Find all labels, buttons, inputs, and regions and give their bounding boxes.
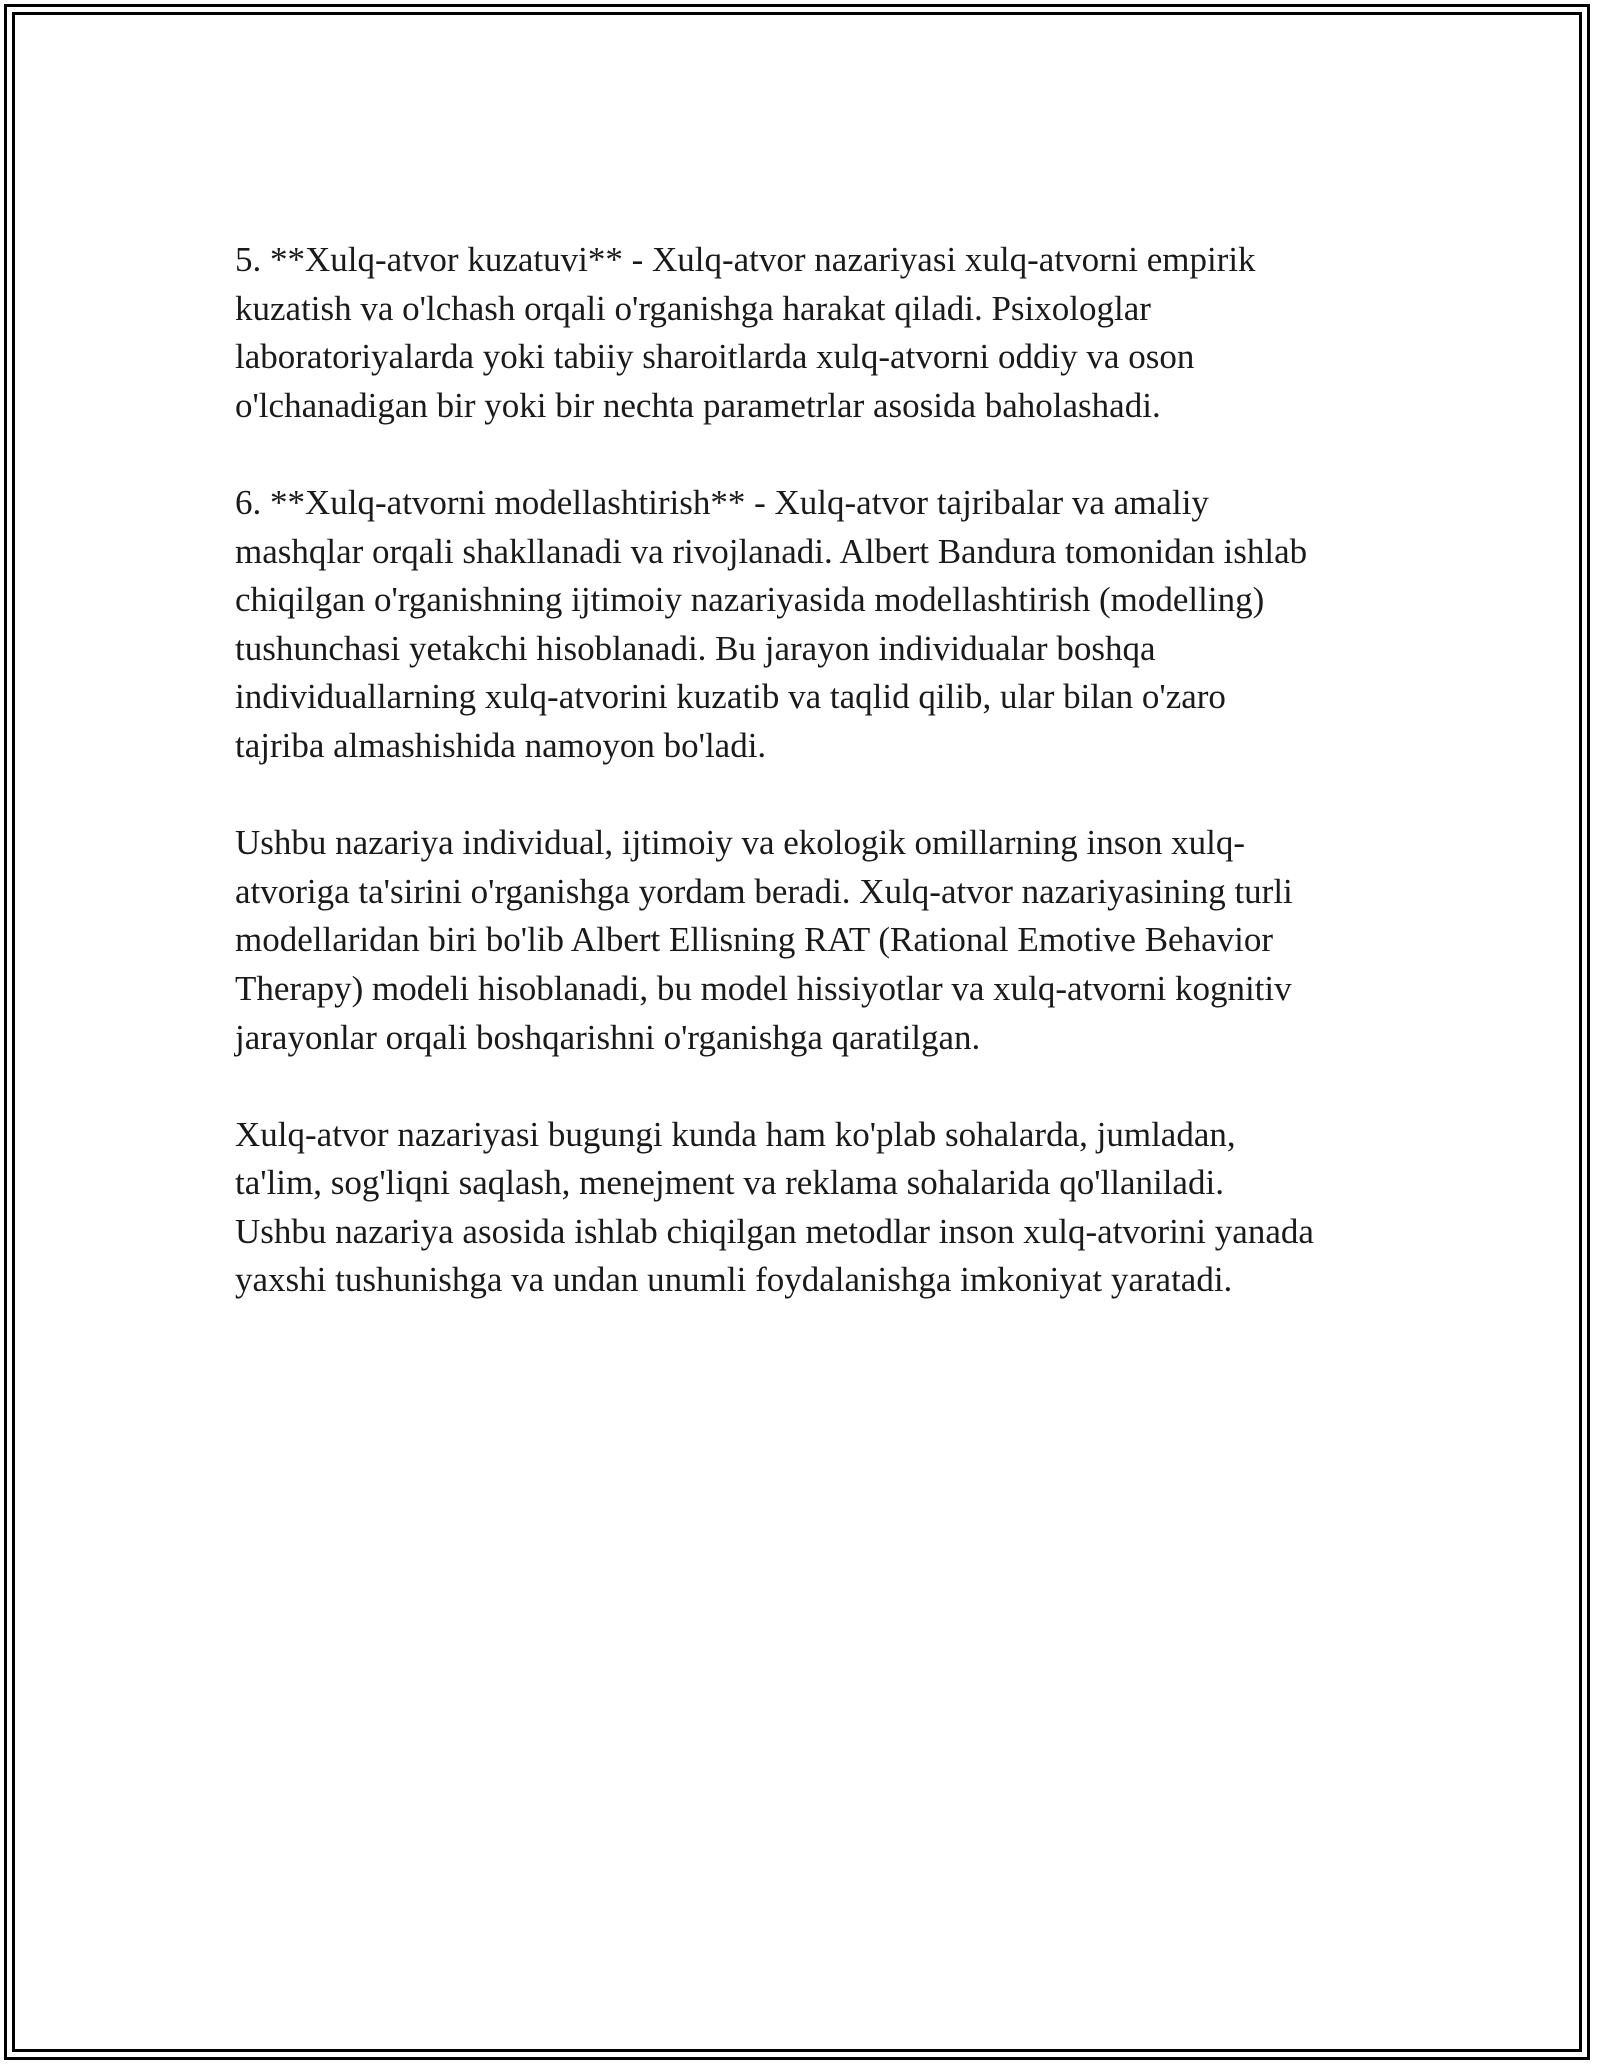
paragraph-theory-applications: Xulq-atvor nazariyasi bugungi kunda ham ko'plab sohalarda, jumladan, ta'lim, sog'liqni saqlash, menejment va reklama sohalarida qo'llaniladi. Ushbu nazariya asosida ishlab chiqilgan metodlar inson xulq-atvorini yanada yaxshi tushunishga va undan unumli foydalanishga imkoniyat yaratadi. [235, 1114, 1314, 1300]
paragraph-theory-factors: Ushbu nazariya individual, ijtimoiy va ekologik omillarning inson xulq- atvoriga ta'sirini o'rganishga yordam beradi. Xulq-atvor nazariyasining turli modellaridan biri bo'lib Albert Ellisning RAT (Rational Emotive Behavior Therapy) modeli hisoblanadi, bu model hissiyotlar va xulq-atvorni kognitiv jarayonlar orqali boshqarishni o'rganishga qaratilgan. [235, 823, 1293, 1057]
document-body [235, 236, 1385, 1354]
paragraph-behavior-observation: 5. **Xulq-atvor kuzatuvi** - Xulq-atvor nazariyasi xulq-atvorni empirik kuzatish va o'lchash orqali o'rganishga harakat qiladi. Psixologlar laboratoriyalarda yoki tabiiy sharoitlarda xulq-atvorni oddiy va oson o'lchanadigan bir yoki bir nechta parametrlar asosida baholashadi. [235, 240, 1256, 425]
paragraph-behavior-modelling: 6. **Xulq-atvorni modellashtirish** - Xulq-atvor tajribalar va amaliy mashqlar orqali shakllanadi va rivojlanadi. Albert Bandura tomonidan ishlab chiqilgan o'rganishning ijtimoiy nazariyasida modellashtirish (modelling) tushunchasi yetakchi hisoblanadi. Bu jarayon individualar boshqa individuallarning xulq-atvorini kuzatib va taqlid qilib, ular bilan o'zaro tajriba almashishida namoyon bo'ladi. [235, 482, 1308, 765]
